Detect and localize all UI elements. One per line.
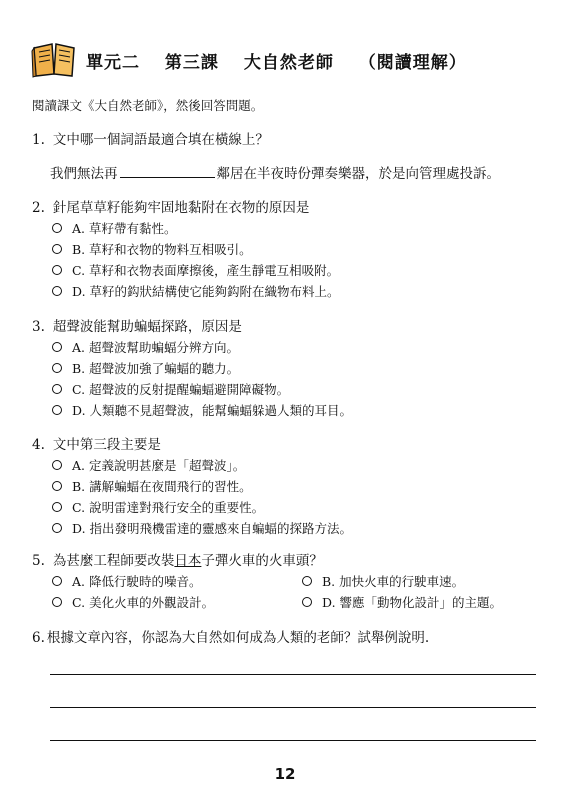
question-4	[32, 433, 161, 453]
radio-circle-icon[interactable]	[52, 363, 62, 373]
question-number: 1.	[32, 132, 45, 148]
option-4b[interactable]	[52, 477, 252, 495]
question-1	[32, 128, 269, 148]
option-5a[interactable]	[52, 572, 201, 590]
option-2d[interactable]	[52, 282, 340, 300]
question-number: 4.	[32, 437, 45, 453]
blank-line[interactable]	[120, 164, 215, 178]
section-label: （閱讀理解）	[358, 52, 467, 73]
option-text: C. 美化火車的外觀設計。	[72, 595, 215, 610]
option-5d[interactable]	[302, 593, 502, 611]
sentence-before: 我們無法再	[50, 166, 118, 182]
unit-label: 單元二	[86, 52, 140, 73]
option-2c[interactable]	[52, 261, 339, 279]
option-text: D. 人類聽不見超聲波，能幫蝙蝠躲過人類的耳目。	[72, 403, 353, 418]
question-text: 超聲波能幫助蝙蝠探路，原因是	[52, 319, 242, 335]
option-text: A. 定義說明甚麼是「超聲波」。	[72, 458, 246, 473]
question-number: 2.	[32, 200, 45, 216]
question-number: 5.	[32, 553, 45, 569]
option-text: B. 超聲波加強了蝙蝠的聽力。	[72, 361, 240, 376]
option-text: D. 響應「動物化設計」的主題。	[322, 595, 503, 610]
radio-circle-icon[interactable]	[52, 342, 62, 352]
option-2a[interactable]	[52, 219, 176, 237]
answer-line-3[interactable]	[50, 740, 536, 741]
option-text: A. 草籽帶有黏性。	[72, 221, 177, 236]
option-5b[interactable]	[302, 572, 464, 590]
question-text-before: 為甚麼工程師要改裝	[52, 553, 175, 569]
option-4c[interactable]	[52, 498, 264, 516]
question-text: 針尾草草籽能夠牢固地黏附在衣物的原因是	[52, 200, 310, 216]
answer-line-2[interactable]	[50, 707, 536, 708]
radio-circle-icon[interactable]	[52, 265, 62, 275]
question-number: 6.	[32, 630, 45, 646]
lesson-title: 大自然老師	[243, 52, 334, 73]
question-5	[32, 549, 323, 569]
option-text: C. 草籽和衣物表面摩擦後，產生靜電互相吸附。	[72, 263, 340, 278]
question-text: 文中第三段主要是	[52, 437, 161, 453]
page-title	[86, 48, 485, 73]
instructions: 閱讀課文《大自然老師》，然後回答問題。	[32, 98, 264, 113]
radio-circle-icon[interactable]	[52, 576, 62, 586]
option-4a[interactable]	[52, 456, 245, 474]
radio-circle-icon[interactable]	[52, 481, 62, 491]
option-5c[interactable]	[52, 593, 214, 611]
option-3a[interactable]	[52, 338, 239, 356]
option-3b[interactable]	[52, 359, 239, 377]
option-text: B. 加快火車的行駛車速。	[322, 574, 465, 589]
radio-circle-icon[interactable]	[52, 244, 62, 254]
question-2	[32, 196, 309, 216]
proper-noun-underlined: 日本	[174, 553, 202, 569]
lesson-header	[30, 42, 485, 78]
option-text: B. 講解蝙蝠在夜間飛行的習性。	[72, 479, 252, 494]
radio-circle-icon[interactable]	[302, 576, 312, 586]
radio-circle-icon[interactable]	[52, 597, 62, 607]
question-3	[32, 315, 242, 335]
radio-circle-icon[interactable]	[52, 523, 62, 533]
option-text: A. 降低行駛時的噪音。	[72, 574, 202, 589]
option-text: C. 超聲波的反射提醒蝙蝠避開障礙物。	[72, 382, 290, 397]
lesson-label: 第三課	[164, 52, 219, 73]
option-2b[interactable]	[52, 240, 252, 258]
option-text: D. 指出發明飛機雷達的靈感來自蝙蝠的探路方法。	[72, 521, 353, 536]
radio-circle-icon[interactable]	[302, 597, 312, 607]
page-number: 12	[274, 765, 296, 783]
option-text: A. 超聲波幫助蝙蝠分辨方向。	[72, 340, 239, 355]
question-6	[32, 626, 429, 646]
question-text: 根據文章內容，你認為大自然如何成為人類的老師？試舉例說明.	[46, 630, 430, 646]
radio-circle-icon[interactable]	[52, 223, 62, 233]
radio-circle-icon[interactable]	[52, 502, 62, 512]
option-text: B. 草籽和衣物的物料互相吸引。	[72, 242, 252, 257]
option-text: D. 草籽的鈎狀結構使它能夠鈎附在織物布料上。	[72, 284, 340, 299]
radio-circle-icon[interactable]	[52, 460, 62, 470]
question-text-after: 子彈火車的火車頭？	[201, 553, 323, 569]
sentence-after: 鄰居在半夜時份彈奏樂器，於是向管理處投訴。	[216, 166, 500, 182]
option-4d[interactable]	[52, 519, 352, 537]
answer-line-1[interactable]	[50, 674, 536, 675]
option-3c[interactable]	[52, 380, 289, 398]
option-3d[interactable]	[52, 401, 352, 419]
radio-circle-icon[interactable]	[52, 384, 62, 394]
fill-in-sentence	[50, 162, 500, 182]
option-text: C. 說明雷達對飛行安全的重要性。	[72, 500, 265, 515]
book-icon	[30, 42, 78, 78]
radio-circle-icon[interactable]	[52, 286, 62, 296]
question-text: 文中哪一個詞語最適合填在橫線上？	[52, 132, 269, 148]
radio-circle-icon[interactable]	[52, 405, 62, 415]
question-number: 3.	[32, 319, 45, 335]
